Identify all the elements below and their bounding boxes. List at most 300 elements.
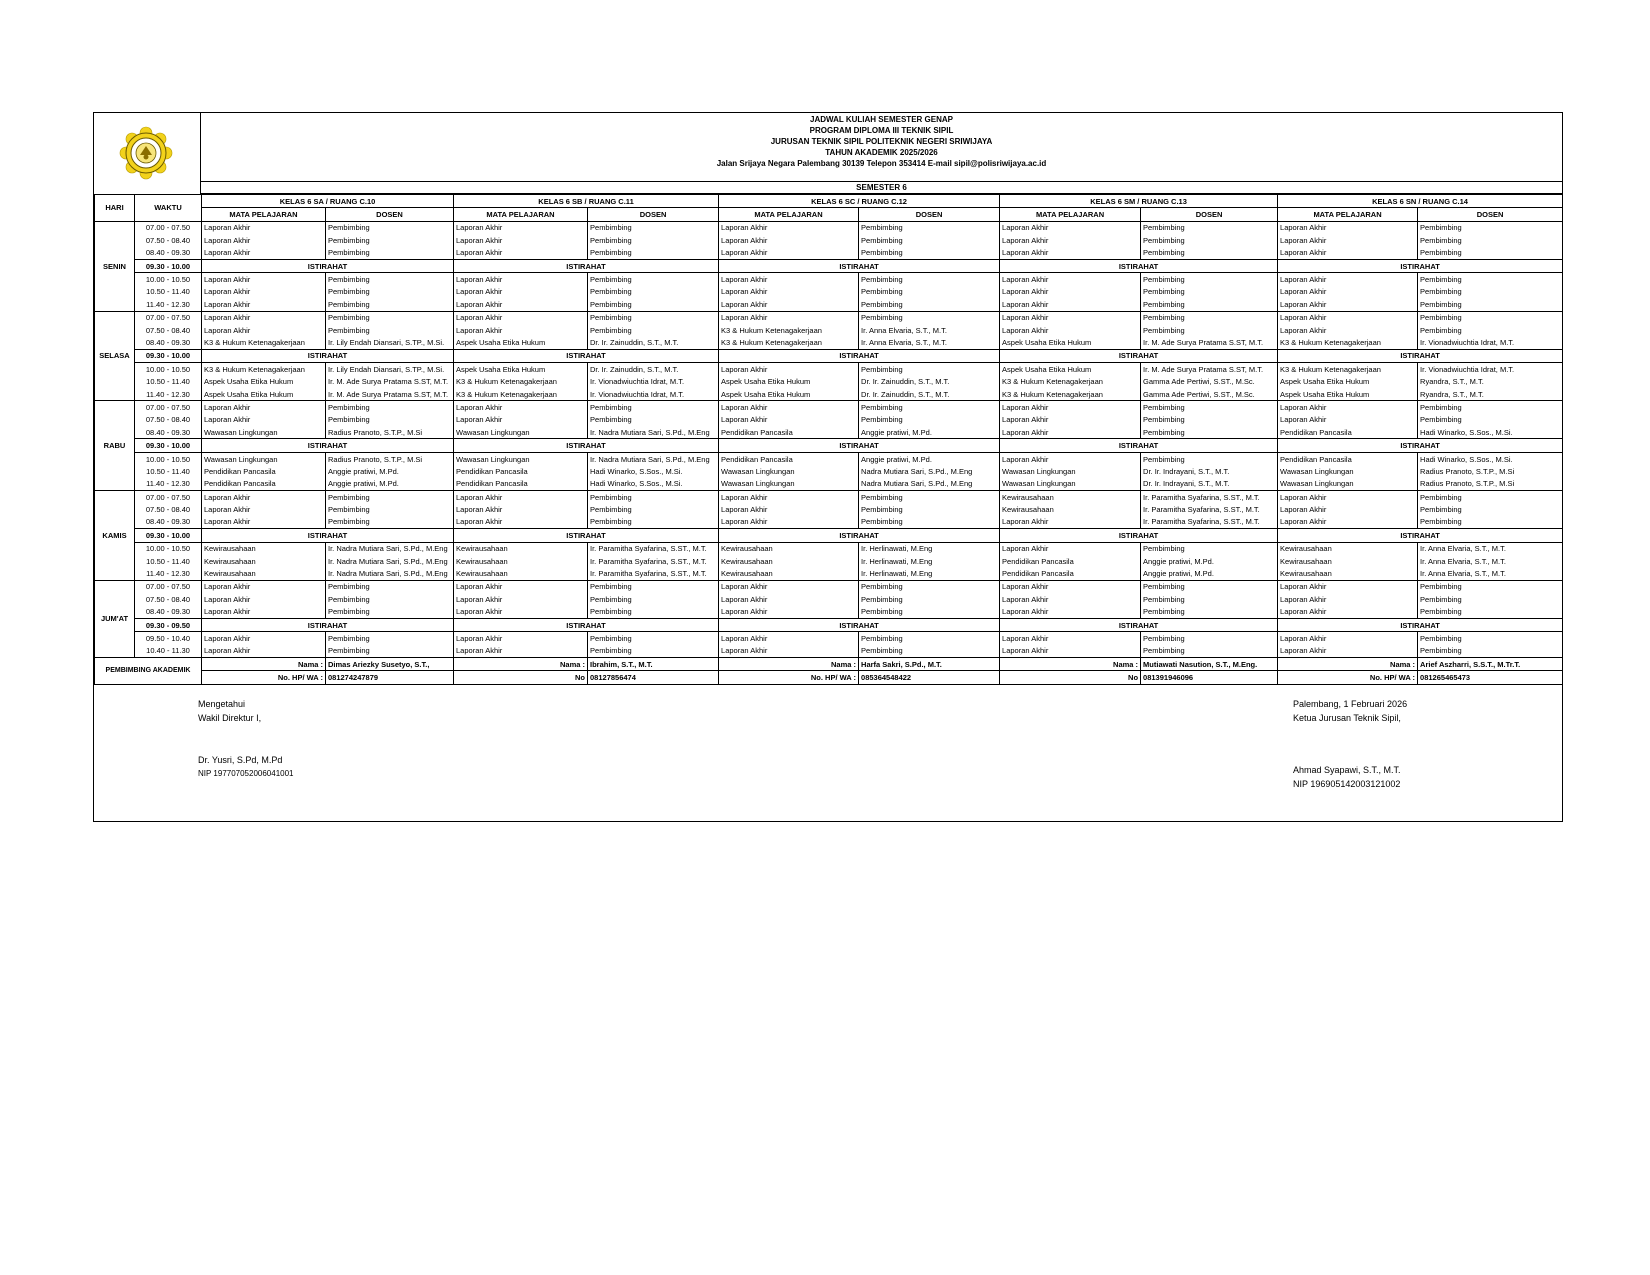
- table-row: [95, 311, 1563, 324]
- break-row: [95, 439, 1563, 452]
- table-row: [95, 298, 1563, 311]
- lecturer-cell: Ir. Paramitha Syafarina, S.ST., M.T.: [1141, 490, 1278, 503]
- subject-cell: Wawasan Lingkungan: [1000, 465, 1141, 477]
- subject-cell: Laporan Akhir: [202, 593, 326, 605]
- break-label: ISTIRAHAT: [1000, 618, 1278, 631]
- signature-footer: [94, 695, 1562, 821]
- table-row: [95, 388, 1563, 401]
- lecturer-cell: Pembimbing: [326, 247, 454, 260]
- lecturer-cell: Hadi Winarko, S.Sos., M.Si.: [588, 465, 719, 477]
- subject-cell: K3 & Hukum Ketenagakerjaan: [719, 324, 859, 336]
- subject-cell: Laporan Akhir: [1000, 311, 1141, 324]
- lecturer-cell: Ir. Anna Elvaria, S.T., M.T.: [1418, 542, 1563, 555]
- lecturer-cell: Pembimbing: [588, 606, 719, 619]
- lecturer-cell: Ir. Lily Endah Diansari, S.TP., M.Si.: [326, 363, 454, 376]
- lecturer-cell: Pembimbing: [1418, 298, 1563, 311]
- header-class-sm: KELAS 6 SM / RUANG C.13: [1000, 195, 1278, 208]
- advisor-name: Harfa Sakri, S.Pd., M.T.: [859, 658, 1000, 671]
- lecturer-cell: Pembimbing: [588, 632, 719, 645]
- advisor-name-key: Nama :: [1278, 658, 1418, 671]
- polsri-logo-icon: [117, 124, 175, 182]
- subject-cell: Laporan Akhir: [202, 580, 326, 593]
- break-row: [95, 349, 1563, 362]
- subject-cell: Kewirausahaan: [202, 555, 326, 567]
- logo-cell: [94, 113, 201, 194]
- lecturer-cell: Pembimbing: [859, 580, 1000, 593]
- header-class-sa: KELAS 6 SA / RUANG C.10: [202, 195, 454, 208]
- time-slot: 07.00 - 07.50: [135, 580, 202, 593]
- lecturer-cell: Pembimbing: [1418, 503, 1563, 515]
- time-slot: 11.40 - 12.30: [135, 478, 202, 491]
- lecturer-cell: Pembimbing: [1141, 273, 1278, 286]
- subject-cell: Laporan Akhir: [202, 298, 326, 311]
- break-label: ISTIRAHAT: [202, 349, 454, 362]
- header-mata-pelajaran: MATA PELAJARAN: [1278, 208, 1418, 221]
- lecturer-cell: Anggie pratiwi, M.Pd.: [326, 465, 454, 477]
- lecturer-cell: Pembimbing: [1141, 311, 1278, 324]
- lecturer-cell: Pembimbing: [588, 324, 719, 336]
- break-label: ISTIRAHAT: [719, 529, 1000, 542]
- lecturer-cell: Pembimbing: [588, 298, 719, 311]
- subject-cell: K3 & Hukum Ketenagakerjaan: [1000, 388, 1141, 401]
- subject-cell: Laporan Akhir: [1278, 632, 1418, 645]
- lecturer-cell: Pembimbing: [1418, 273, 1563, 286]
- lecturer-cell: Pembimbing: [326, 490, 454, 503]
- document-title: [201, 113, 1562, 181]
- lecturer-cell: Pembimbing: [326, 234, 454, 246]
- subject-cell: Laporan Akhir: [1000, 645, 1141, 658]
- lecturer-cell: Pembimbing: [1418, 414, 1563, 426]
- time-slot: 10.00 - 10.50: [135, 452, 202, 465]
- subject-cell: Laporan Akhir: [1000, 324, 1141, 336]
- lecturer-cell: Ir. Nadra Mutiara Sari, S.Pd., M.Eng: [326, 542, 454, 555]
- lecturer-cell: Pembimbing: [1418, 606, 1563, 619]
- subject-cell: Laporan Akhir: [1278, 221, 1418, 234]
- lecturer-cell: Pembimbing: [1418, 401, 1563, 414]
- lecturer-cell: Pembimbing: [859, 298, 1000, 311]
- subject-cell: Laporan Akhir: [1000, 414, 1141, 426]
- break-row: [95, 618, 1563, 631]
- subject-cell: Laporan Akhir: [202, 234, 326, 246]
- time-slot: 09.30 - 10.00: [135, 439, 202, 452]
- footer-right-name: Ahmad Syapawi, S.T., M.T.: [1293, 765, 1401, 775]
- footer-left-name: Dr. Yusri, S.Pd, M.Pd: [198, 755, 283, 765]
- advisor-phone: 081265465473: [1418, 671, 1563, 684]
- lecturer-cell: Pembimbing: [1418, 311, 1563, 324]
- subject-cell: Laporan Akhir: [719, 414, 859, 426]
- break-label: ISTIRAHAT: [454, 259, 719, 272]
- lecturer-cell: Pembimbing: [326, 221, 454, 234]
- advisor-phone-key: No: [454, 671, 588, 684]
- subject-cell: Laporan Akhir: [454, 414, 588, 426]
- table-row: [95, 273, 1563, 286]
- table-row: [95, 555, 1563, 567]
- table-row: [95, 542, 1563, 555]
- lecturer-cell: Pembimbing: [326, 516, 454, 529]
- lecturer-cell: Pembimbing: [1141, 286, 1278, 298]
- header-mata-pelajaran: MATA PELAJARAN: [454, 208, 588, 221]
- subject-cell: Wawasan Lingkungan: [1000, 478, 1141, 491]
- subject-cell: Laporan Akhir: [1000, 580, 1141, 593]
- subject-cell: Laporan Akhir: [202, 311, 326, 324]
- subject-cell: K3 & Hukum Ketenagakerjaan: [719, 336, 859, 349]
- subject-cell: Laporan Akhir: [454, 273, 588, 286]
- subject-cell: Laporan Akhir: [719, 311, 859, 324]
- lecturer-cell: Pembimbing: [1141, 580, 1278, 593]
- lecturer-cell: Pembimbing: [1418, 580, 1563, 593]
- subject-cell: Laporan Akhir: [719, 234, 859, 246]
- time-slot: 07.00 - 07.50: [135, 401, 202, 414]
- day-label: SELASA: [95, 311, 135, 401]
- subject-cell: Pendidikan Pancasila: [1278, 452, 1418, 465]
- lecturer-cell: Anggie pratiwi, M.Pd.: [859, 452, 1000, 465]
- subject-cell: Laporan Akhir: [1278, 490, 1418, 503]
- lecturer-cell: Pembimbing: [859, 593, 1000, 605]
- subject-cell: Laporan Akhir: [1000, 593, 1141, 605]
- lecturer-cell: Ir. Nadra Mutiara Sari, S.Pd., M.Eng: [588, 426, 719, 439]
- day-label: JUM'AT: [95, 580, 135, 657]
- subject-cell: Laporan Akhir: [719, 606, 859, 619]
- lecturer-cell: Pembimbing: [326, 606, 454, 619]
- lecturer-cell: Pembimbing: [588, 516, 719, 529]
- table-row: [95, 580, 1563, 593]
- subject-cell: Aspek Usaha Etika Hukum: [1000, 363, 1141, 376]
- subject-cell: Laporan Akhir: [202, 606, 326, 619]
- lecturer-cell: Radius Pranoto, S.T.P., M.Si: [326, 426, 454, 439]
- break-label: ISTIRAHAT: [454, 439, 719, 452]
- time-slot: 11.40 - 12.30: [135, 567, 202, 580]
- lecturer-cell: Pembimbing: [1141, 414, 1278, 426]
- lecturer-cell: Pembimbing: [588, 247, 719, 260]
- advisor-label: PEMBIMBING AKADEMIK: [95, 658, 202, 685]
- subject-cell: K3 & Hukum Ketenagakerjaan: [1000, 375, 1141, 387]
- lecturer-cell: Pembimbing: [859, 273, 1000, 286]
- subject-cell: Aspek Usaha Etika Hukum: [202, 375, 326, 387]
- break-label: ISTIRAHAT: [1000, 349, 1278, 362]
- subject-cell: Laporan Akhir: [454, 593, 588, 605]
- subject-cell: Laporan Akhir: [719, 221, 859, 234]
- lecturer-cell: Ir. Paramitha Syafarina, S.ST., M.T.: [588, 542, 719, 555]
- lecturer-cell: Pembimbing: [859, 632, 1000, 645]
- footer-left-line2: Wakil Direktur I,: [198, 713, 262, 723]
- table-row: [95, 645, 1563, 658]
- subject-cell: Laporan Akhir: [1000, 234, 1141, 246]
- subject-cell: Laporan Akhir: [719, 363, 859, 376]
- table-row: [95, 567, 1563, 580]
- subject-cell: Laporan Akhir: [1278, 234, 1418, 246]
- subject-cell: Kewirausahaan: [454, 555, 588, 567]
- time-slot: 07.00 - 07.50: [135, 311, 202, 324]
- lecturer-cell: Pembimbing: [1418, 593, 1563, 605]
- lecturer-cell: Pembimbing: [326, 311, 454, 324]
- header-dosen: DOSEN: [859, 208, 1000, 221]
- lecturer-cell: Pembimbing: [1418, 286, 1563, 298]
- subject-cell: Laporan Akhir: [719, 247, 859, 260]
- time-slot: 07.50 - 08.40: [135, 324, 202, 336]
- advisor-phone-key: No. HP/ WA :: [1278, 671, 1418, 684]
- subject-cell: Laporan Akhir: [202, 273, 326, 286]
- time-slot: 09.30 - 10.00: [135, 259, 202, 272]
- subject-cell: Laporan Akhir: [1278, 593, 1418, 605]
- lecturer-cell: Pembimbing: [1141, 234, 1278, 246]
- subject-cell: Wawasan Lingkungan: [719, 478, 859, 491]
- header-mata-pelajaran: MATA PELAJARAN: [1000, 208, 1141, 221]
- subject-cell: Kewirausahaan: [202, 542, 326, 555]
- lecturer-cell: Pembimbing: [859, 645, 1000, 658]
- break-label: ISTIRAHAT: [202, 259, 454, 272]
- lecturer-cell: Pembimbing: [859, 490, 1000, 503]
- lecturer-cell: Ryandra, S.T., M.T.: [1418, 388, 1563, 401]
- table-row: [95, 516, 1563, 529]
- break-row: [95, 529, 1563, 542]
- lecturer-cell: Ir. Nadra Mutiara Sari, S.Pd., M.Eng: [326, 567, 454, 580]
- time-slot: 07.50 - 08.40: [135, 593, 202, 605]
- subject-cell: Laporan Akhir: [202, 221, 326, 234]
- subject-cell: Laporan Akhir: [454, 645, 588, 658]
- subject-cell: Laporan Akhir: [1278, 503, 1418, 515]
- break-label: ISTIRAHAT: [202, 439, 454, 452]
- lecturer-cell: Nadra Mutiara Sari, S.Pd., M.Eng: [859, 478, 1000, 491]
- time-slot: 08.40 - 09.30: [135, 426, 202, 439]
- advisor-name-key: Nama :: [454, 658, 588, 671]
- subject-cell: Kewirausahaan: [454, 542, 588, 555]
- lecturer-cell: Pembimbing: [1418, 516, 1563, 529]
- subject-cell: Laporan Akhir: [1000, 286, 1141, 298]
- subject-cell: Wawasan Lingkungan: [719, 465, 859, 477]
- header-class-sn: KELAS 6 SN / RUANG C.14: [1278, 195, 1563, 208]
- header-class-sc: KELAS 6 SC / RUANG C.12: [719, 195, 1000, 208]
- subject-cell: Laporan Akhir: [454, 324, 588, 336]
- subject-cell: Kewirausahaan: [454, 567, 588, 580]
- footer-right-line1: Palembang, 1 Februari 2026: [1293, 699, 1408, 709]
- lecturer-cell: Pembimbing: [1141, 221, 1278, 234]
- lecturer-cell: Ir. Herlinawati, M.Eng: [859, 555, 1000, 567]
- subject-cell: Laporan Akhir: [1000, 452, 1141, 465]
- lecturer-cell: Ryandra, S.T., M.T.: [1418, 375, 1563, 387]
- subject-cell: Kewirausahaan: [1278, 567, 1418, 580]
- subject-cell: Pendidikan Pancasila: [454, 478, 588, 491]
- address-line: Jalan Srijaya Negara Palembang 30139 Telepon 353414 E-mail sipil@polisriwijaya.ac.id: [716, 159, 1047, 168]
- subject-cell: K3 & Hukum Ketenagakerjaan: [202, 336, 326, 349]
- subject-cell: Laporan Akhir: [202, 490, 326, 503]
- time-slot: 09.30 - 10.00: [135, 529, 202, 542]
- footer-right-line2: Ketua Jurusan Teknik Sipil,: [1293, 713, 1401, 723]
- subject-cell: Laporan Akhir: [454, 286, 588, 298]
- subject-cell: Kewirausahaan: [1000, 503, 1141, 515]
- subject-cell: Laporan Akhir: [1000, 401, 1141, 414]
- footer-right-nip: NIP 196905142003121002: [1293, 779, 1401, 789]
- subject-cell: Laporan Akhir: [719, 516, 859, 529]
- lecturer-cell: Pembimbing: [326, 645, 454, 658]
- lecturer-cell: Pembimbing: [859, 311, 1000, 324]
- subject-cell: K3 & Hukum Ketenagakerjaan: [1278, 336, 1418, 349]
- subject-cell: K3 & Hukum Ketenagakerjaan: [202, 363, 326, 376]
- subject-cell: Laporan Akhir: [719, 593, 859, 605]
- subject-cell: Laporan Akhir: [1278, 247, 1418, 260]
- lecturer-cell: Pembimbing: [1418, 632, 1563, 645]
- subject-cell: Laporan Akhir: [454, 490, 588, 503]
- lecturer-cell: Ir. Paramitha Syafarina, S.ST., M.T.: [588, 555, 719, 567]
- table-row: [95, 452, 1563, 465]
- lecturer-cell: Pembimbing: [1141, 401, 1278, 414]
- header-hari: HARI: [95, 195, 135, 222]
- lecturer-cell: Gamma Ade Pertiwi, S.ST., M.Sc.: [1141, 375, 1278, 387]
- time-slot: 08.40 - 09.30: [135, 606, 202, 619]
- subject-cell: Laporan Akhir: [1000, 516, 1141, 529]
- lecturer-cell: Dr. Ir. Zainuddin, S.T., M.T.: [588, 336, 719, 349]
- subject-cell: Kewirausahaan: [202, 567, 326, 580]
- table-row: [95, 286, 1563, 298]
- lecturer-cell: Pembimbing: [1141, 324, 1278, 336]
- break-label: ISTIRAHAT: [719, 618, 1000, 631]
- subject-cell: Laporan Akhir: [719, 580, 859, 593]
- day-label: KAMIS: [95, 490, 135, 580]
- time-slot: 10.00 - 10.50: [135, 363, 202, 376]
- subject-cell: Laporan Akhir: [202, 414, 326, 426]
- lecturer-cell: Pembimbing: [588, 414, 719, 426]
- time-slot: 11.40 - 12.30: [135, 298, 202, 311]
- header-dosen: DOSEN: [326, 208, 454, 221]
- day-label: SENIN: [95, 221, 135, 311]
- lecturer-cell: Hadi Winarko, S.Sos., M.Si.: [588, 478, 719, 491]
- subject-cell: Laporan Akhir: [202, 632, 326, 645]
- table-row: [95, 221, 1563, 234]
- break-label: ISTIRAHAT: [454, 349, 719, 362]
- subject-cell: Laporan Akhir: [454, 221, 588, 234]
- lecturer-cell: Radius Pranoto, S.T.P., M.Si: [1418, 478, 1563, 491]
- break-label: ISTIRAHAT: [1000, 259, 1278, 272]
- lecturer-cell: Pembimbing: [859, 516, 1000, 529]
- subject-cell: Laporan Akhir: [1278, 645, 1418, 658]
- advisor-name: Mutiawati Nasution, S.T., M.Eng.: [1141, 658, 1278, 671]
- lecturer-cell: Pembimbing: [326, 298, 454, 311]
- lecturer-cell: Pembimbing: [859, 247, 1000, 260]
- lecturer-cell: Pembimbing: [588, 221, 719, 234]
- time-slot: 09.30 - 09.50: [135, 618, 202, 631]
- break-label: ISTIRAHAT: [454, 618, 719, 631]
- subject-cell: Laporan Akhir: [454, 606, 588, 619]
- subject-cell: Laporan Akhir: [202, 645, 326, 658]
- lecturer-cell: Ir. Vionadwiuchtia Idrat, M.T.: [1418, 336, 1563, 349]
- subject-cell: Aspek Usaha Etika Hukum: [454, 363, 588, 376]
- lecturer-cell: Ir. Vionadwiuchtia Idrat, M.T.: [588, 388, 719, 401]
- lecturer-cell: Pembimbing: [1141, 606, 1278, 619]
- advisor-phone: 081274247879: [326, 671, 454, 684]
- table-row: [95, 363, 1563, 376]
- lecturer-cell: Pembimbing: [859, 221, 1000, 234]
- time-slot: 10.00 - 10.50: [135, 542, 202, 555]
- lecturer-cell: Ir. Vionadwiuchtia Idrat, M.T.: [588, 375, 719, 387]
- lecturer-cell: Anggie pratiwi, M.Pd.: [1141, 555, 1278, 567]
- time-slot: 10.40 - 11.30: [135, 645, 202, 658]
- lecturer-cell: Gamma Ade Pertiwi, S.ST., M.Sc.: [1141, 388, 1278, 401]
- advisor-phone: 08127856474: [588, 671, 719, 684]
- break-label: ISTIRAHAT: [719, 439, 1000, 452]
- lecturer-cell: Ir. Lily Endah Diansari, S.TP., M.Si.: [326, 336, 454, 349]
- subject-cell: Pendidikan Pancasila: [719, 452, 859, 465]
- lecturer-cell: Radius Pranoto, S.T.P., M.Si: [1418, 465, 1563, 477]
- lecturer-cell: Pembimbing: [326, 593, 454, 605]
- subject-cell: Wawasan Lingkungan: [1278, 478, 1418, 491]
- lecturer-cell: Anggie pratiwi, M.Pd.: [326, 478, 454, 491]
- subject-cell: Laporan Akhir: [202, 286, 326, 298]
- time-slot: 07.50 - 08.40: [135, 414, 202, 426]
- lecturer-cell: Pembimbing: [1141, 247, 1278, 260]
- time-slot: 10.50 - 11.40: [135, 555, 202, 567]
- lecturer-cell: Pembimbing: [588, 286, 719, 298]
- advisor-phone-key: No: [1000, 671, 1141, 684]
- lecturer-cell: Pembimbing: [326, 503, 454, 515]
- subject-cell: Laporan Akhir: [202, 516, 326, 529]
- subject-cell: Laporan Akhir: [1278, 580, 1418, 593]
- subject-cell: Wawasan Lingkungan: [202, 426, 326, 439]
- lecturer-cell: Pembimbing: [588, 593, 719, 605]
- title-line-2: PROGRAM DIPLOMA III TEKNIK SIPIL: [809, 126, 954, 135]
- lecturer-cell: Pembimbing: [326, 324, 454, 336]
- lecturer-cell: Hadi Winarko, S.Sos., M.Si.: [1418, 426, 1563, 439]
- subject-cell: Kewirausahaan: [719, 567, 859, 580]
- subject-cell: Laporan Akhir: [719, 273, 859, 286]
- lecturer-cell: Pembimbing: [859, 401, 1000, 414]
- schedule-table: [94, 194, 1563, 685]
- table-row: [95, 490, 1563, 503]
- schedule-sheet: [93, 112, 1563, 822]
- advisor-name: Dimas Ariezky Susetyo, S.T.,: [326, 658, 454, 671]
- lecturer-cell: Pembimbing: [588, 580, 719, 593]
- lecturer-cell: Pembimbing: [859, 286, 1000, 298]
- subject-cell: Laporan Akhir: [454, 580, 588, 593]
- subject-cell: Laporan Akhir: [1278, 286, 1418, 298]
- subject-cell: Kewirausahaan: [719, 555, 859, 567]
- break-label: ISTIRAHAT: [1278, 529, 1563, 542]
- subject-cell: Pendidikan Pancasila: [202, 478, 326, 491]
- table-row: [95, 401, 1563, 414]
- lecturer-cell: Pembimbing: [326, 286, 454, 298]
- lecturer-cell: Ir. Nadra Mutiara Sari, S.Pd., M.Eng: [326, 555, 454, 567]
- lecturer-cell: Ir. Paramitha Syafarina, S.ST., M.T.: [1141, 516, 1278, 529]
- subject-cell: Laporan Akhir: [719, 490, 859, 503]
- break-label: ISTIRAHAT: [1278, 618, 1563, 631]
- lecturer-cell: Pembimbing: [588, 234, 719, 246]
- table-row: [95, 336, 1563, 349]
- footer-left-nip: NIP 197707052006041001: [198, 769, 294, 778]
- subject-cell: Laporan Akhir: [719, 298, 859, 311]
- break-label: ISTIRAHAT: [1000, 439, 1278, 452]
- lecturer-cell: Pembimbing: [1418, 234, 1563, 246]
- subject-cell: Laporan Akhir: [454, 247, 588, 260]
- lecturer-cell: Pembimbing: [588, 645, 719, 658]
- subject-cell: Laporan Akhir: [202, 247, 326, 260]
- break-label: ISTIRAHAT: [1278, 349, 1563, 362]
- title-line-4: TAHUN AKADEMIK 2025/2026: [825, 148, 938, 157]
- lecturer-cell: Pembimbing: [1141, 542, 1278, 555]
- subject-cell: Laporan Akhir: [1000, 221, 1141, 234]
- lecturer-cell: Dr. Ir. Indrayani, S.T., M.T.: [1141, 465, 1278, 477]
- footer-left-line1: Mengetahui: [198, 699, 246, 709]
- subject-cell: Aspek Usaha Etika Hukum: [1278, 375, 1418, 387]
- lecturer-cell: Pembimbing: [326, 273, 454, 286]
- lecturer-cell: Hadi Winarko, S.Sos., M.Si.: [1418, 452, 1563, 465]
- header-waktu: WAKTU: [135, 195, 202, 222]
- lecturer-cell: Ir. M. Ade Surya Pratama S.ST, M.T.: [326, 375, 454, 387]
- lecturer-cell: Pembimbing: [1141, 632, 1278, 645]
- subject-cell: Laporan Akhir: [719, 286, 859, 298]
- advisor-name-key: Nama :: [202, 658, 326, 671]
- subject-cell: Laporan Akhir: [454, 401, 588, 414]
- lecturer-cell: Ir. Nadra Mutiara Sari, S.Pd., M.Eng: [588, 452, 719, 465]
- subject-cell: Laporan Akhir: [1000, 426, 1141, 439]
- lecturer-cell: Ir. Herlinawati, M.Eng: [859, 567, 1000, 580]
